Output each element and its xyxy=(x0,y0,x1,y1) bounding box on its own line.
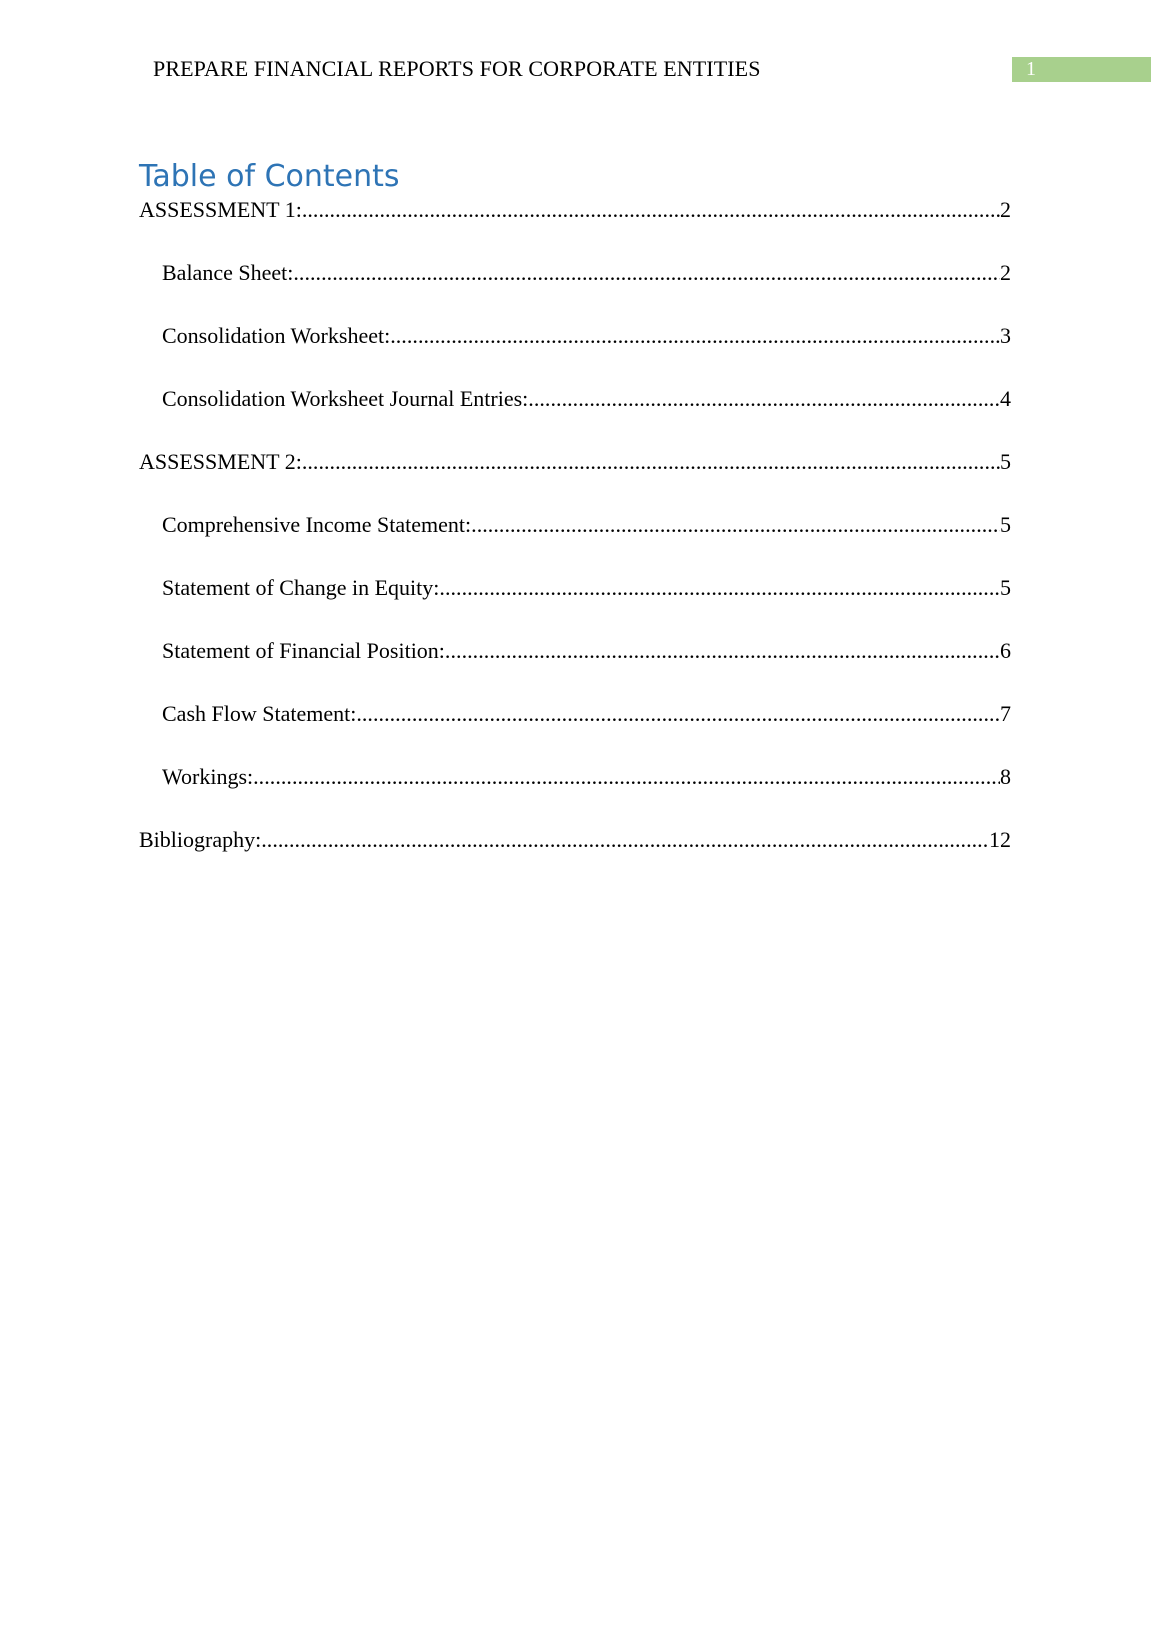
toc-entry-page: 5 xyxy=(1000,449,1011,474)
toc-entry-page: 12 xyxy=(989,827,1011,852)
toc-entry-text: Statement of Change in Equity: xyxy=(162,575,440,600)
toc-entry-text: ASSESSMENT 2: xyxy=(139,449,302,474)
toc-entry-text: Consolidation Worksheet Journal Entries: xyxy=(162,386,529,411)
toc-entry-page: 2 xyxy=(1000,197,1011,222)
toc-entry-page: 2 xyxy=(1000,260,1011,285)
toc-entry-text: Comprehensive Income Statement: xyxy=(162,512,472,537)
toc-dot-leader xyxy=(302,196,1000,224)
toc-dot-leader xyxy=(390,322,1000,350)
toc-entry-text: Consolidation Worksheet: xyxy=(162,323,391,348)
toc-dot-leader xyxy=(253,763,1000,791)
toc-entry-text: Balance Sheet: xyxy=(162,260,294,285)
toc-dot-leader xyxy=(471,511,1000,539)
toc-entry-page: 8 xyxy=(1000,764,1011,789)
toc-entry-page: 5 xyxy=(1000,575,1011,600)
toc-entry-text: Workings: xyxy=(162,764,254,789)
toc-heading: Table of Contents xyxy=(139,159,400,194)
toc-dot-leader xyxy=(261,826,989,854)
toc-entry-financial-position[interactable] xyxy=(162,637,1011,665)
toc-entry-cash-flow[interactable] xyxy=(162,700,1011,728)
toc-entry-assessment-2[interactable] xyxy=(139,448,1011,476)
toc-entry-comprehensive-income[interactable] xyxy=(162,511,1011,539)
toc-entry-text: Statement of Financial Position: xyxy=(162,638,445,663)
toc-entry-page: 4 xyxy=(1000,386,1011,411)
toc-entry-text: Cash Flow Statement: xyxy=(162,701,357,726)
toc-entry-text: Bibliography: xyxy=(139,827,262,852)
toc-entry-page: 7 xyxy=(1000,701,1011,726)
toc-entry-consolidation-journal-entries[interactable] xyxy=(162,385,1011,413)
toc-entry-assessment-1[interactable] xyxy=(139,196,1011,224)
toc-entry-workings[interactable] xyxy=(162,763,1011,791)
toc-entry-page: 5 xyxy=(1000,512,1011,537)
toc-entry-balance-sheet[interactable] xyxy=(162,259,1011,287)
toc-dot-leader xyxy=(356,700,1000,728)
toc-dot-leader xyxy=(293,259,1000,287)
toc-entry-page: 6 xyxy=(1000,638,1011,663)
toc-entry-change-in-equity[interactable] xyxy=(162,574,1011,602)
header-title: PREPARE FINANCIAL REPORTS FOR CORPORATE ENTITIES xyxy=(153,56,761,81)
toc-entry-text: ASSESSMENT 1: xyxy=(139,197,302,222)
page-number: 1 xyxy=(1026,58,1036,80)
toc-dot-leader xyxy=(445,637,1000,665)
toc-dot-leader xyxy=(439,574,1000,602)
toc-dot-leader xyxy=(302,448,1000,476)
toc-entry-page: 3 xyxy=(1000,323,1011,348)
toc-entry-consolidation-worksheet[interactable] xyxy=(162,322,1011,350)
toc-dot-leader xyxy=(528,385,1000,413)
toc-entry-bibliography[interactable] xyxy=(139,826,1011,854)
